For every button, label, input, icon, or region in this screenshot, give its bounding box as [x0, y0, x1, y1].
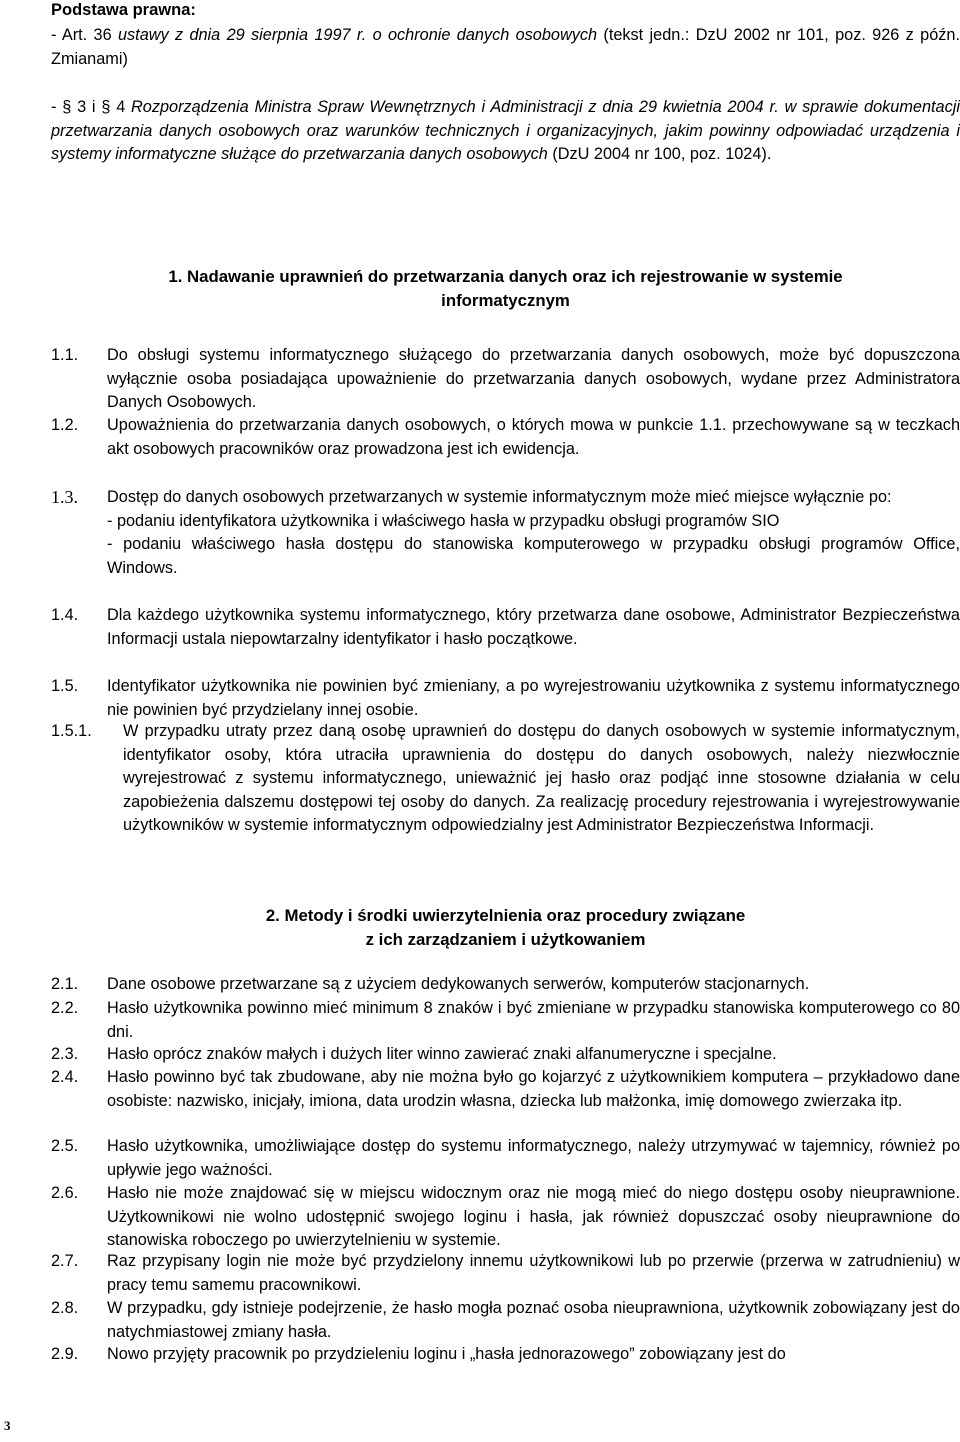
list-item-2-3: [51, 1043, 960, 1067]
list-item-1-5: [51, 675, 960, 722]
item-text-line-1: Dostęp do danych osobowych przetwarzanych w systemie informatycznym może mieć miejsce wyłącznie po:: [107, 488, 892, 506]
item-text: Raz przypisany login nie może być przydzielony innemu użytkownikowi lub po przerwie (przerwa w zatrudnieniu) w pracy temu samemu pracownikowi.: [107, 1252, 960, 1294]
item-text-line-2: - podaniu identyfikatora użytkownika i właściwego hasła w przypadku obsługi programów SIO: [107, 511, 780, 530]
section-1-heading-line-2: informatycznym: [441, 291, 570, 310]
item-text: [107, 486, 960, 580]
list-item-2-2: [51, 997, 960, 1044]
list-item-2-1: [51, 973, 960, 997]
item-text: Hasło użytkownika, umożliwiające dostęp do systemu informatycznego, należy utrzymywać w tajemnicy, również po upływie jego ważności.: [107, 1137, 960, 1179]
section-1-heading: [51, 265, 960, 313]
item-text-line-3: - podaniu właściwego hasła dostępu do stanowiska komputerowego w przypadku obsługi programów Office, Windows.: [107, 535, 960, 577]
list-item-1-1: [51, 344, 960, 415]
item-number: 2.1.: [51, 975, 79, 993]
page-number: 3: [4, 1418, 11, 1433]
legal-basis-item-1-prefix: - Art. 36: [51, 26, 118, 44]
list-item-2-8: [51, 1297, 960, 1344]
section-2-heading: [51, 904, 960, 952]
list-item-2-5: [51, 1135, 960, 1182]
item-number: 1.5.1.: [51, 722, 92, 740]
item-text: Upoważnienia do przetwarzania danych osobowych, o których mowa w punkcie 1.1. przechowywane są w teczkach akt osobowych pracowników oraz prowadzona jest ich ewidencja.: [107, 416, 960, 458]
item-number: 1.4.: [51, 606, 79, 624]
item-number: 2.3.: [51, 1045, 79, 1063]
item-text: Do obsługi systemu informatycznego służącego do przetwarzania danych osobowych, może być dopuszczona wyłącznie osoba posiadająca upoważnienie do przetwarzania danych osobowych, wydane przez Administratora Danych Osobowych.: [107, 346, 960, 411]
section-2-heading-line-1: 2. Metody i środki uwierzytelnienia oraz procedury związane: [265, 906, 746, 925]
list-item-2-9: [51, 1343, 960, 1367]
list-item-1-2: [51, 414, 960, 461]
item-number: 2.5.: [51, 1137, 79, 1155]
legal-basis-title: Podstawa prawna:: [51, 1, 196, 19]
item-text: Hasło użytkownika powinno mieć minimum 8 znaków i być zmieniane w przypadku stanowiska komputerowego co 80 dni.: [107, 999, 960, 1041]
item-text: Identyfikator użytkownika nie powinien być zmieniany, a po wyrejestrowaniu użytkownika z systemu informatycznego nie powinien być przydzielany innej osobie.: [107, 677, 960, 719]
item-text: Nowo przyjęty pracownik po przydzieleniu loginu i „hasła jednorazowego” zobowiązany jest do: [107, 1345, 786, 1363]
legal-basis-item-2-suffix: (DzU 2004 nr 100, poz. 1024).: [547, 145, 772, 163]
list-item-2-4: [51, 1066, 960, 1113]
legal-basis-item-2: [51, 96, 960, 167]
item-number: 2.4.: [51, 1068, 79, 1086]
legal-basis-item-2-act: Rozporządzenia Ministra Spraw Wewnętrznych i Administracji z dnia 29 kwietnia 2004 r. w sprawie dokumentacji przetwarzania danych osobowych oraz warunków technicznych i organizacyjnych, jakim powinny odpowiadać urządzenia i systemy informatyczne służące do przetwarzania danych osobowych: [51, 98, 960, 163]
item-number: 2.7.: [51, 1252, 79, 1270]
item-text: Hasło oprócz znaków małych i dużych liter winno zawierać znaki alfanumeryczne i specjalne.: [107, 1045, 777, 1063]
item-text: Dla każdego użytkownika systemu informatycznego, który przetwarza dane osobowe, Administrator Bezpieczeństwa Informacji ustala niepowtarzalny identyfikator i hasło początkowe.: [107, 606, 960, 648]
item-number: 2.8.: [51, 1299, 79, 1317]
item-text: W przypadku, gdy istnieje podejrzenie, że hasło mogła poznać osoba nieuprawniona, użytkownik zobowiązany jest do natychmiastowej zmiany hasła.: [107, 1299, 960, 1341]
item-text: Hasło nie może znajdować się w miejscu widocznym oraz nie mogą mieć do niego dostępu osoby nieuprawnione. Użytkownikowi nie wolno udostępnić swojego loginu i hasła, jak również dopuszczać osoby nieuprawnione do stanowiska roboczego po uwierzytelnieniu w systemie.: [107, 1184, 960, 1249]
item-text: Dane osobowe przetwarzane są z użyciem dedykowanych serwerów, komputerów stacjonarnych.: [107, 975, 810, 993]
legal-basis-item-2-prefix: - § 3 i § 4: [51, 98, 132, 116]
item-number: 2.9.: [51, 1345, 79, 1363]
item-number: 1.2.: [51, 416, 79, 434]
section-1-heading-line-1: 1. Nadawanie uprawnień do przetwarzania danych oraz ich rejestrowanie w systemie: [168, 267, 843, 286]
item-number: 1.3.: [51, 487, 78, 507]
item-text: Hasło powinno być tak zbudowane, aby nie można było go kojarzyć z użytkownikiem komputera – przykładowo dane osobiste: nazwisko, inicjały, imiona, data urodzin własna, dziecka lub małżonka, imię domowego zwierzaka itp.: [107, 1068, 960, 1110]
item-number: 1.5.: [51, 677, 79, 695]
legal-basis-item-1-suffix: (tekst jedn.: DzU 2002 nr 101, poz. 926 z późn. Zmianami): [51, 26, 960, 68]
list-item-1-4: [51, 604, 960, 651]
list-item-2-7: [51, 1250, 960, 1297]
item-text: W przypadku utraty przez daną osobę uprawnień do dostępu do danych osobowych w systemie informatycznym, identyfikator osoby, która utraciła uprawnienia do dostępu do danych osobowych, należy niezwłocznie wyrejestrować z systemu informatycznego, unieważnić jej hasło oraz podjąć inne stosowne działania w celu zapobieżenia dalszemu dostępowi tej osoby do danych. Za realizację procedury rejestrowania i wyrejestrowywanie użytkowników w systemie informatycznym odpowiedzialny jest Administrator Bezpieczeństwa Informacji.: [123, 722, 960, 834]
legal-basis-item-1-act: ustawy z dnia 29 sierpnia 1997 r. o ochronie danych osobowych: [117, 26, 598, 44]
item-number: 2.6.: [51, 1184, 79, 1202]
list-item-2-6: [51, 1182, 960, 1253]
section-2-heading-line-2: z ich zarządzaniem i użytkowaniem: [365, 930, 646, 949]
legal-basis-item-1: [51, 24, 960, 71]
list-item-1-3: [51, 486, 960, 580]
item-number: 1.1.: [51, 346, 79, 364]
item-number: 2.2.: [51, 999, 79, 1017]
list-item-1-5-1: [51, 720, 960, 838]
